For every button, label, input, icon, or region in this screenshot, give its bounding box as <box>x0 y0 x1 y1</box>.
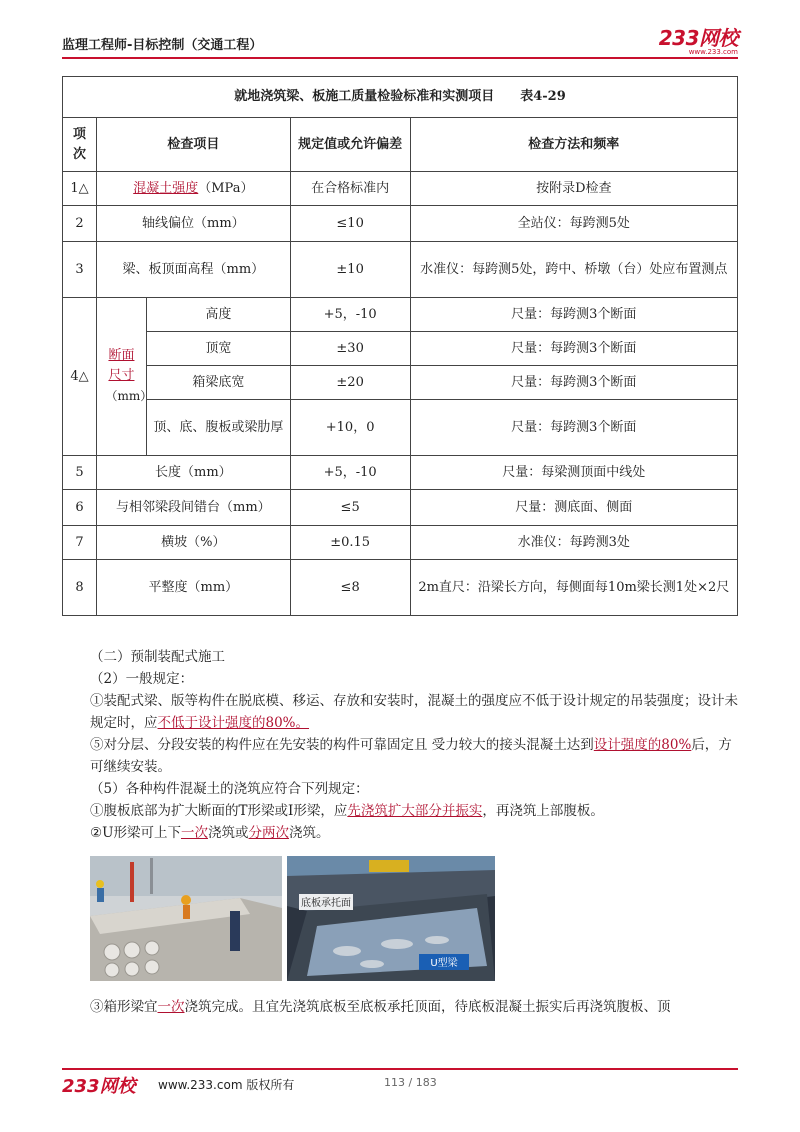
row-item: 与相邻梁段间错台（mm） <box>96 490 290 526</box>
unit-text: （MPa） <box>198 180 254 196</box>
row-no: 4△ <box>63 298 97 456</box>
table-row <box>63 526 738 560</box>
row-value: +5，-10 <box>290 298 410 332</box>
table-row <box>63 172 738 206</box>
text: ②U形梁可上下 <box>90 825 181 841</box>
text: 后，方可继续安装。 <box>90 737 732 775</box>
row-item <box>96 172 290 206</box>
row-method: 尺量：每跨测3个断面 <box>410 366 737 400</box>
paragraph <box>62 690 738 734</box>
table-row <box>63 206 738 242</box>
row-value: +5，-10 <box>290 456 410 490</box>
page-number: 113 / 183 <box>384 1076 437 1089</box>
document-title: 监理工程师-目标控制（交通工程） <box>62 38 263 53</box>
highlight-text: 一次 <box>180 825 208 841</box>
paragraph <box>62 734 738 778</box>
copyright-text: www.233.com 版权所有 <box>158 1078 295 1092</box>
construction-photo-image <box>90 856 282 981</box>
text: ⑤对分层、分段安装的构件应在先安装的构件可靠固定且 受力较大的接头混凝土达到 <box>90 737 594 753</box>
table-row <box>63 456 738 490</box>
row-no: 6 <box>63 490 97 526</box>
table-row <box>63 560 738 616</box>
highlight-text: 一次 <box>157 999 185 1015</box>
row-method: 尺量：每跨测3个断面 <box>410 298 737 332</box>
row-method: 尺量：每梁测顶面中线处 <box>410 456 737 490</box>
highlight-text: 不低于设计强度的80%。 <box>157 715 310 731</box>
row-value: ±0.15 <box>290 526 410 560</box>
photo-label: U型梁 <box>430 958 458 969</box>
row-value: 在合格标准内 <box>290 172 410 206</box>
table-caption: 就地浇筑梁、板施工质量检验标准和实测项目 表4-29 <box>63 77 738 118</box>
row-no: 8 <box>63 560 97 616</box>
text: 浇筑完成。且宜先浇筑底板至底板承托顶面，待底板混凝土振实后再浇筑腹板、顶 <box>184 999 671 1015</box>
row-method: 水准仪：每跨测3处 <box>410 526 737 560</box>
brand-logo <box>659 28 738 56</box>
col-header-no: 项次 <box>63 118 97 172</box>
footer-logo: 233网校 <box>62 1076 136 1097</box>
row-item: 长度（mm） <box>96 456 290 490</box>
section-label <box>96 298 153 456</box>
quality-spec-table <box>62 76 738 616</box>
paragraph <box>62 822 738 844</box>
row-method: 水准仪：每跨测5处，跨中、桥墩（台）处应布置测点 <box>410 242 737 298</box>
text: ，再浇筑上部腹板。 <box>482 803 604 819</box>
row-no: 3 <box>63 242 97 298</box>
logo-url: www.233.com <box>688 48 738 56</box>
section-heading: （二）预制装配式施工 <box>90 649 225 665</box>
row-method: 全站仪：每跨测5处 <box>410 206 737 242</box>
row-item: 横坡（%） <box>96 526 290 560</box>
highlight-text: 先浇筑扩大部分并振实 <box>347 803 483 819</box>
paragraph: （2）一般规定： <box>90 671 194 687</box>
photo-label: 底板承托面 <box>301 898 351 909</box>
row-item: 高度 <box>146 298 290 332</box>
row-method: 尺量：每跨测3个断面 <box>410 400 737 456</box>
text: ①装配式梁、版等构件在脱底模、移运、存放和安装时，混凝土的强度应不低于设计规定的吊装强度；设计未规定时，应 <box>90 693 738 731</box>
paragraph <box>62 996 738 1018</box>
text: ③箱形梁宜 <box>90 999 158 1015</box>
text: ①腹板底部为扩大断面的T形梁或Ⅰ形梁，应 <box>90 803 348 819</box>
row-value: ≤10 <box>290 206 410 242</box>
col-header-value: 规定值或允许偏差 <box>290 118 410 172</box>
table-row <box>63 366 738 400</box>
col-header-item: 检查项目 <box>96 118 290 172</box>
row-method: 按附录D检查 <box>410 172 737 206</box>
highlight-text: 混凝土强度 <box>133 180 199 196</box>
u-beam-photo <box>287 856 495 981</box>
row-value: ±30 <box>290 332 410 366</box>
row-item: 箱梁底宽 <box>146 366 290 400</box>
unit-text: （mm） <box>105 389 153 403</box>
row-value: ≤8 <box>290 560 410 616</box>
body-text-continued <box>62 996 738 1018</box>
col-header-method: 检查方法和频率 <box>410 118 737 172</box>
highlight-text: 设计强度的80% <box>593 737 692 753</box>
row-method: 尺量：测底面、侧面 <box>410 490 737 526</box>
table-row <box>63 298 738 332</box>
table-row <box>63 332 738 366</box>
text: 浇筑或 <box>207 825 249 841</box>
row-item: 顶宽 <box>146 332 290 366</box>
row-no: 1△ <box>63 172 97 206</box>
row-item: 平整度（mm） <box>96 560 290 616</box>
paragraph <box>62 800 738 822</box>
logo-text: 233网校 <box>658 26 738 50</box>
body-text <box>62 646 738 844</box>
header-divider <box>62 57 738 59</box>
table-row <box>63 242 738 298</box>
highlight-text: 分两次 <box>248 825 289 841</box>
table-row <box>63 490 738 526</box>
row-item: 梁、板顶面高程（mm） <box>96 242 290 298</box>
paragraph: （5）各种构件混凝土的浇筑应符合下列规定： <box>90 781 369 797</box>
t-beam-photo <box>90 856 282 981</box>
highlight-text: 断面尺寸 <box>108 348 135 383</box>
row-item: 顶、底、腹板或梁肋厚 <box>146 400 290 456</box>
row-value: ±10 <box>290 242 410 298</box>
row-method: 尺量：每跨测3个断面 <box>410 332 737 366</box>
row-value: ±20 <box>290 366 410 400</box>
row-item: 轴线偏位（mm） <box>96 206 290 242</box>
page-header <box>62 28 738 56</box>
text: 浇筑。 <box>288 825 330 841</box>
row-value: ≤5 <box>290 490 410 526</box>
row-no: 7 <box>63 526 97 560</box>
row-no: 5 <box>63 456 97 490</box>
row-no: 2 <box>63 206 97 242</box>
table-header-row <box>63 118 738 172</box>
row-value: +10，0 <box>290 400 410 456</box>
table-row <box>63 400 738 456</box>
construction-photo-image <box>287 856 495 981</box>
row-method: 2m直尺：沿梁长方向，每侧面每10m梁长测1处×2尺 <box>410 560 737 616</box>
page-footer <box>62 1072 738 1096</box>
footer-divider <box>62 1068 738 1070</box>
